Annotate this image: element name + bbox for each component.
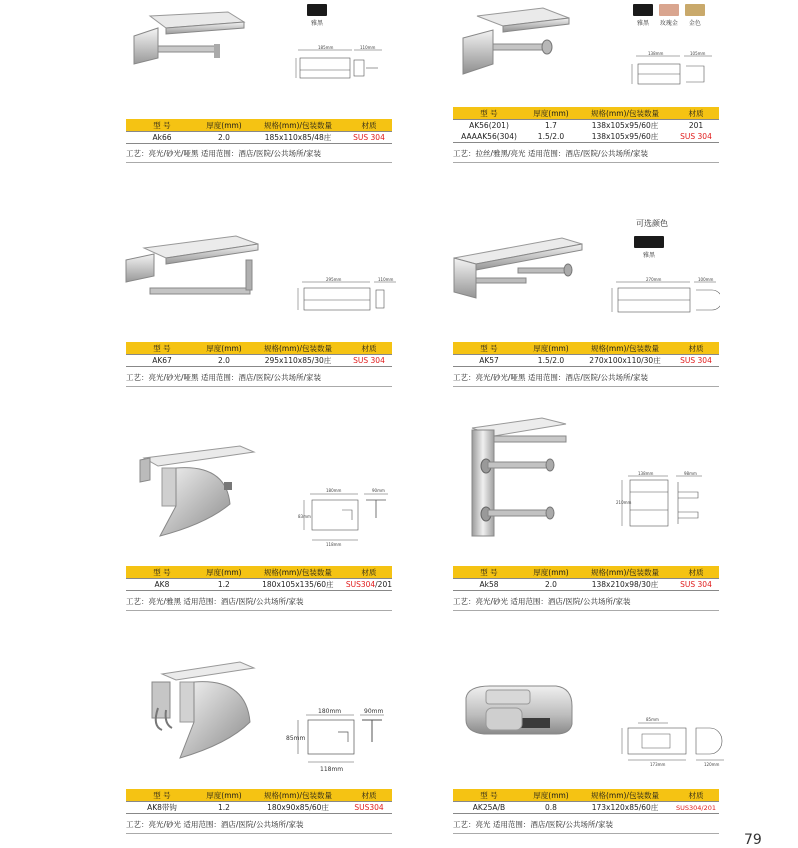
spec-row — [126, 579, 392, 591]
ak58-spec-table — [453, 566, 719, 591]
cell-model: AK56(201) — [453, 120, 525, 132]
cell-thickness: 2.0 — [198, 132, 250, 144]
cell-material: SUS 304 — [346, 355, 392, 367]
spec-header-row — [126, 566, 392, 579]
cell-thickness: 1.5/2.0 — [525, 355, 577, 367]
ak8hook-dimension-drawing — [284, 706, 390, 774]
cell-material: SUS 304 — [346, 132, 392, 144]
black-swatch — [634, 236, 664, 248]
ak67-spec-table — [126, 342, 392, 367]
cell-thickness: 1.2 — [198, 579, 250, 591]
cell-thickness: 2.0 — [525, 579, 577, 591]
ak25-dimension-drawing — [616, 716, 728, 768]
spec-header-row — [126, 342, 392, 355]
header-model: 型 号 — [453, 789, 525, 802]
ak57-dimension-drawing — [604, 276, 720, 320]
black-swatch — [633, 4, 653, 16]
ak8-craft-text: 工艺：亮光/雅黑 适用范围：酒店/医院/公共场所/家装 — [126, 596, 392, 611]
ak57-craft-text: 工艺：亮光/砂光/哑黑 适用范围：酒店/医院/公共场所/家装 — [453, 372, 719, 387]
cell-material: SUS 304 — [673, 131, 719, 143]
svg-text:90mm: 90mm — [364, 708, 384, 715]
ak25-craft-text: 工艺：亮光 适用范围：酒店/医院/公共场所/家装 — [453, 819, 719, 834]
page-number: 79 — [744, 832, 762, 848]
ak25-product-photo — [460, 680, 576, 740]
cell-model: Ak58 — [453, 579, 525, 591]
svg-text:173mm: 173mm — [650, 762, 666, 767]
svg-text:110mm: 110mm — [378, 277, 394, 282]
ak56-spec-table — [453, 107, 719, 143]
cell-material: SUS 304 — [673, 355, 719, 367]
header-spec: 规格(mm)/包装数量 — [577, 566, 673, 579]
cell-model: AK25A/B — [453, 802, 525, 814]
cell-material: 201 — [673, 120, 719, 132]
rose-gold-swatch — [659, 4, 679, 16]
header-thickness: 厚度(mm) — [525, 107, 577, 120]
header-model: 型 号 — [453, 107, 525, 120]
cell-spec: 180x90x85/60庄 — [250, 802, 346, 814]
header-model: 型 号 — [453, 342, 525, 355]
spec-row — [453, 579, 719, 591]
svg-text:180mm: 180mm — [326, 488, 342, 493]
header-model: 型 号 — [126, 789, 198, 802]
ak67-product-photo — [124, 230, 260, 302]
cell-spec: 138x210x98/30庄 — [577, 579, 673, 591]
cell-spec: 270x100x110/30庄 — [577, 355, 673, 367]
header-spec: 规格(mm)/包装数量 — [250, 342, 346, 355]
ak66-dimension-drawing — [292, 44, 392, 84]
cell-spec: 138x105x95/60庄 — [577, 131, 673, 143]
cell-thickness: 1.2 — [198, 802, 250, 814]
spec-header-row — [126, 119, 392, 132]
header-spec: 规格(mm)/包装数量 — [577, 342, 673, 355]
ak66-color-swatch: 雅黑 — [307, 4, 331, 27]
cell-thickness: 2.0 — [198, 355, 250, 367]
cell-thickness: 1.5/2.0 — [525, 131, 577, 143]
svg-text:85mm: 85mm — [646, 717, 659, 722]
svg-text:270mm: 270mm — [646, 277, 662, 282]
spec-header-row — [126, 789, 392, 802]
ak57-spec-table — [453, 342, 719, 367]
spec-row — [453, 131, 719, 143]
material-black-part: /201 — [375, 580, 392, 589]
svg-text:295mm: 295mm — [326, 277, 342, 282]
ak57-color-swatch: 雅黑 — [634, 236, 668, 259]
header-material: 材质 — [346, 789, 392, 802]
svg-text:138mm: 138mm — [638, 471, 654, 476]
cell-model: Ak66 — [126, 132, 198, 144]
spec-row — [126, 355, 392, 367]
svg-text:120mm: 120mm — [704, 762, 720, 767]
ak8-spec-table — [126, 566, 392, 591]
ak66-craft-text: 工艺：亮光/砂光/哑黑 适用范围：酒店/医院/公共场所/家装 — [126, 148, 392, 163]
cell-spec: 138x105x95/60庄 — [577, 120, 673, 132]
header-thickness: 厚度(mm) — [198, 119, 250, 132]
svg-text:83mm: 83mm — [298, 514, 311, 519]
header-model: 型 号 — [126, 566, 198, 579]
ak66-product-photo — [128, 6, 248, 76]
header-thickness: 厚度(mm) — [525, 342, 577, 355]
ak56-color-swatches: 雅黑 玫瑰金 金色 — [633, 4, 709, 27]
header-spec: 规格(mm)/包装数量 — [577, 789, 673, 802]
svg-text:100mm: 100mm — [698, 277, 714, 282]
svg-text:138mm: 138mm — [648, 51, 664, 56]
cell-model: AK8带钩 — [126, 802, 198, 814]
header-material: 材质 — [673, 566, 719, 579]
spec-row — [126, 132, 392, 144]
cell-model: AK8 — [126, 579, 198, 591]
spec-row — [126, 802, 392, 814]
spec-header-row — [453, 342, 719, 355]
header-material: 材质 — [673, 789, 719, 802]
ak66-spec-table — [126, 119, 392, 144]
spec-header-row — [453, 566, 719, 579]
ak58-product-photo — [466, 416, 570, 542]
ak67-dimension-drawing — [292, 276, 402, 316]
cell-material: SUS304 — [346, 802, 392, 814]
header-thickness: 厚度(mm) — [198, 566, 250, 579]
header-spec: 规格(mm)/包装数量 — [250, 789, 346, 802]
svg-text:118mm: 118mm — [326, 542, 342, 547]
cell-spec: 295x110x85/30庄 — [250, 355, 346, 367]
cell-spec: 173x120x85/60庄 — [577, 802, 673, 814]
header-thickness: 厚度(mm) — [198, 789, 250, 802]
svg-text:185mm: 185mm — [318, 45, 334, 50]
ak67-craft-text: 工艺：亮光/砂光/哑黑 适用范围：酒店/医院/公共场所/家装 — [126, 372, 392, 387]
header-thickness: 厚度(mm) — [525, 789, 577, 802]
ak8-product-photo — [136, 444, 260, 538]
ak56-product-photo — [457, 4, 577, 80]
ak56-craft-text: 工艺：拉丝/雅黑/亮光 适用范围：酒店/医院/公共场所/家装 — [453, 148, 719, 163]
ak8hook-spec-table — [126, 789, 392, 814]
ak8hook-product-photo — [150, 658, 260, 762]
ak8hook-craft-text: 工艺：亮光/砂光 适用范围：酒店/医院/公共场所/家装 — [126, 819, 392, 834]
cell-model: AK57 — [453, 355, 525, 367]
svg-text:85mm: 85mm — [286, 735, 306, 742]
header-material: 材质 — [673, 107, 719, 120]
header-spec: 规格(mm)/包装数量 — [250, 566, 346, 579]
header-material: 材质 — [346, 342, 392, 355]
header-spec: 规格(mm)/包装数量 — [250, 119, 346, 132]
ak58-craft-text: 工艺：亮光/砂光 适用范围：酒店/医院/公共场所/家装 — [453, 596, 719, 611]
ak57-color-title: 可选颜色 — [636, 219, 668, 228]
ak8-dimension-drawing — [296, 486, 396, 548]
svg-text:180mm: 180mm — [318, 708, 342, 715]
spec-row — [453, 802, 719, 814]
header-model: 型 号 — [453, 566, 525, 579]
spec-row — [453, 120, 719, 132]
header-material: 材质 — [346, 119, 392, 132]
ak57-product-photo — [452, 232, 584, 304]
svg-text:210mm: 210mm — [616, 500, 632, 505]
cell-thickness: 0.8 — [525, 802, 577, 814]
svg-text:110mm: 110mm — [360, 45, 376, 50]
cell-spec: 185x110x85/48庄 — [250, 132, 346, 144]
spec-header-row — [453, 789, 719, 802]
cell-material — [346, 579, 392, 591]
spec-row — [453, 355, 719, 367]
svg-text:90mm: 90mm — [372, 488, 385, 493]
header-spec: 规格(mm)/包装数量 — [577, 107, 673, 120]
black-swatch — [307, 4, 327, 16]
cell-material: SUS 304 — [673, 579, 719, 591]
header-material: 材质 — [673, 342, 719, 355]
header-thickness: 厚度(mm) — [198, 342, 250, 355]
header-model: 型 号 — [126, 119, 198, 132]
cell-model: AK67 — [126, 355, 198, 367]
spec-header-row — [453, 107, 719, 120]
ak56-dimension-drawing — [626, 50, 722, 90]
material-red-part: SUS304 — [345, 580, 376, 589]
gold-swatch — [685, 4, 705, 16]
header-material: 材质 — [346, 566, 392, 579]
cell-model: AAAAK56(304) — [453, 131, 525, 143]
svg-text:98mm: 98mm — [684, 471, 697, 476]
ak58-dimension-drawing — [616, 470, 710, 530]
header-model: 型 号 — [126, 342, 198, 355]
cell-spec: 180x105x135/60庄 — [250, 579, 346, 591]
svg-text:118mm: 118mm — [320, 766, 344, 773]
ak25-spec-table — [453, 789, 719, 814]
header-thickness: 厚度(mm) — [525, 566, 577, 579]
cell-material: SUS304/201 — [673, 802, 719, 814]
svg-text:105mm: 105mm — [690, 51, 706, 56]
cell-thickness: 1.7 — [525, 120, 577, 132]
